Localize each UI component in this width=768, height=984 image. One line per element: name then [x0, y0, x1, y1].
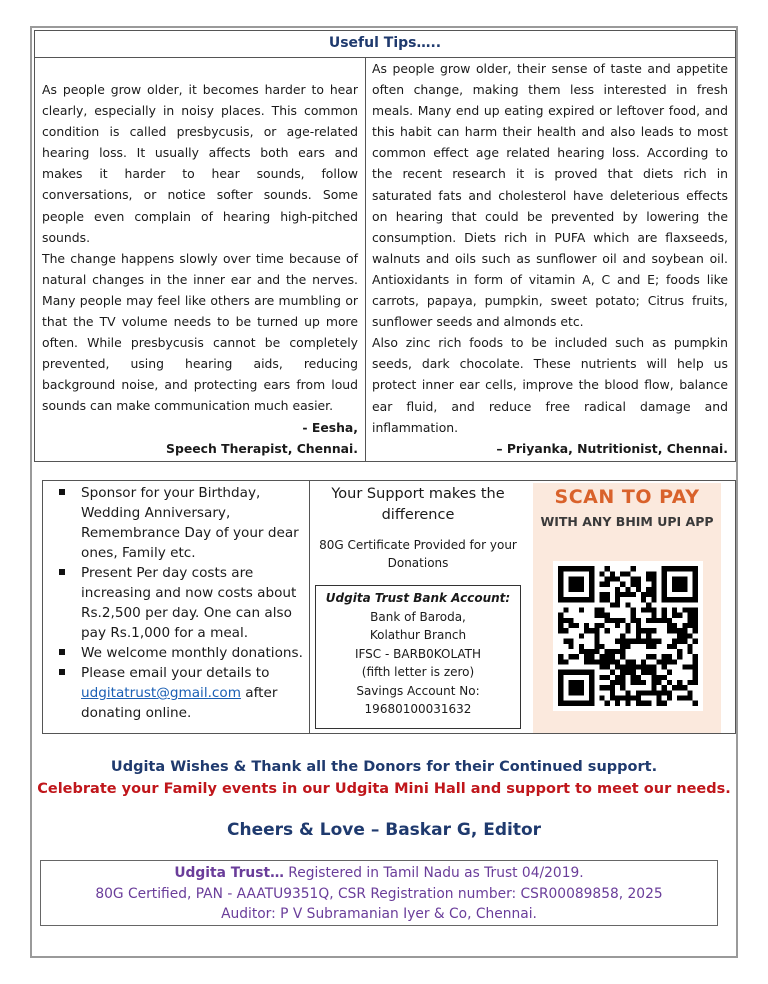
list-item: Sponsor for your Birthday, Wedding Anniversary, Remembrance Day of your dear ones, Family etc.: [51, 483, 303, 563]
trust-registration-text: Registered in Tamil Nadu as Trust 04/2019.: [283, 865, 584, 881]
trust-registration: [41, 863, 717, 884]
column-divider: [365, 58, 366, 462]
trust-name: Udgita Trust…: [174, 865, 284, 881]
nutrition-tip-paragraph-1: As people grow older, their sense of taste and appetite often change, making them less interested in fresh meals. Many end up eating expired or leftover food, and this habit can harm their health and also leads to most common effect age related hearing loss. According to the recent research it is proved that diets rich in saturated fats and cholesterol have deleterious effects on hearing that could be prevented by lowering the consumption. Diets rich in PUFA which are flaxseeds, walnuts and oils such as sunflower oil and soybean oil. Antioxidants in form of vitamin A, C and E; foods like carrots, papaya, pumpkin, sweet potato; Citrus fruits, sunflower seeds and almonds etc.: [372, 61, 728, 330]
editor-signoff: Cheers & Love – Baskar G, Editor: [226, 820, 542, 840]
ifsc-note: (fifth letter is zero): [361, 665, 475, 679]
qr-panel: [533, 483, 721, 733]
email-link[interactable]: udgitatrust@gmail.com: [81, 685, 241, 701]
hearing-tip-author: - Eesha,: [302, 419, 358, 435]
list-item-email: [51, 663, 303, 723]
list-item: Present Per day costs are increasing and now costs about Rs.2,500 per day. One can also pay Rs.1,000 for a meal.: [51, 563, 303, 643]
nutrition-tip-author: – Priyanka, Nutritionist, Chennai.: [496, 440, 728, 456]
account-number: 19680100031632: [364, 702, 472, 716]
certificate-note: 80G Certificate Provided for your Donations: [319, 538, 517, 570]
bank-account-title: Udgita Trust Bank Account:: [325, 591, 511, 605]
trust-certification: 80G Certified, PAN - AAATU9351Q, CSR Registration number: CSR00089858, 2025: [95, 885, 663, 902]
scan-to-pay-title: SCAN TO PAY: [554, 486, 700, 508]
email-prefix: Please email your details to: [81, 665, 270, 681]
bank-account-box: [315, 585, 521, 729]
hearing-tip: [42, 79, 358, 459]
sponsorship-list: [42, 480, 310, 734]
trust-info-box: [40, 860, 718, 926]
nutrition-tip: [372, 58, 728, 459]
account-label: Savings Account No:: [356, 683, 480, 698]
email-suffix: after donating online.: [81, 685, 278, 721]
thanks-section: [34, 756, 734, 800]
tips-title: Useful Tips…..: [328, 35, 442, 51]
hearing-tip-paragraph-1: As people grow older, it becomes harder to hear clearly, especially in noisy places. This common condition is called presbycusis, or age-related hearing loss. It usually affects both ears and makes it harder to hear sounds, follow conversations, or notice softer sounds. Some people even complain of hearing high-pitched sounds.: [42, 82, 358, 245]
qr-section: [526, 480, 736, 734]
hearing-tip-paragraph-2: The change happens slowly over time because of natural changes in the inner ear and the nerves. Many people may feel like others are mumbling or that the TV volume needs to be turned up more often. While presbycusis cannot be completely prevented, using hearing aids, reducing background noise, and protecting ears from loud sounds can make communication much easier.: [42, 250, 358, 414]
celebrate-line: Celebrate your Family events in our Udgita Mini Hall and support to meet our needs.: [37, 781, 731, 797]
trust-auditor: Auditor: P V Subramanian Iyer & Co, Chennai.: [221, 906, 537, 922]
support-heading: Your Support makes the difference: [331, 486, 505, 523]
thanks-line: Udgita Wishes & Thank all the Donors for their Continued support.: [110, 759, 658, 775]
scan-to-pay-subtitle: WITH ANY BHIM UPI APP: [540, 514, 714, 529]
bank-name: Bank of Baroda,: [370, 609, 466, 624]
bank-branch: Kolathur Branch: [369, 628, 467, 642]
nutrition-tip-paragraph-2: Also zinc rich foods to be included such as pumpkin seeds, dark chocolate. These nutrients will help us protect inner ear cells, improve the blood flow, balance ear fluid, and reduce free radical damage and inflammation.: [372, 335, 728, 435]
list-item: We welcome monthly donations.: [51, 643, 303, 663]
useful-tips-section: [34, 30, 736, 462]
qr-code-icon[interactable]: [553, 561, 703, 711]
support-section: [310, 480, 526, 734]
hearing-tip-author-role: Speech Therapist, Chennai.: [166, 440, 358, 456]
ifsc-code: IFSC - BARB0KOLATH: [354, 646, 482, 661]
